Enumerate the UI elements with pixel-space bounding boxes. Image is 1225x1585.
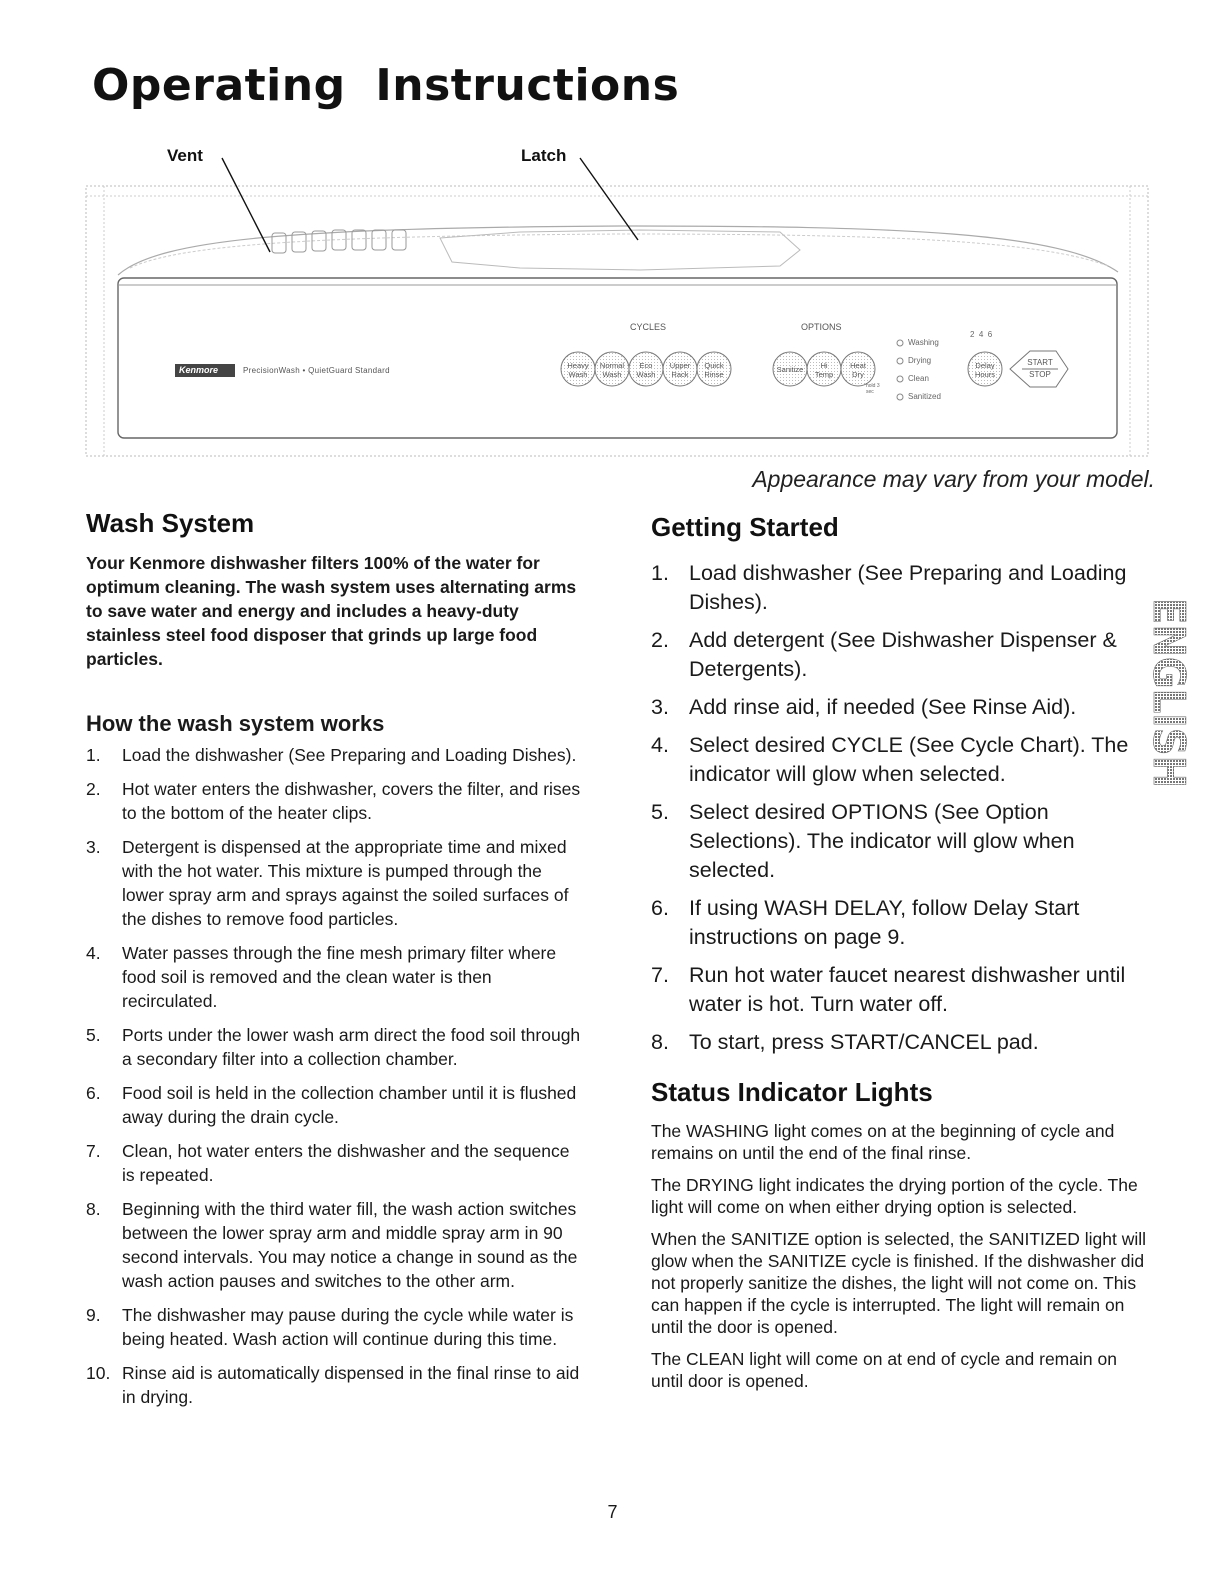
cycle-label-line2: Rack — [671, 370, 689, 379]
step-text: Clean, hot water enters the dishwasher and the sequence is repeated. — [122, 1141, 570, 1185]
getting-started-heading: Getting Started — [651, 512, 839, 542]
cycle-button-eco-wash[interactable] — [629, 361, 663, 379]
status-label-clean: Clean — [908, 374, 929, 383]
vent-slots — [272, 230, 406, 253]
step-number: 2. — [651, 628, 669, 652]
step-text: Run hot water faucet nearest dishwasher until water is hot. Turn water off. — [689, 963, 1126, 1016]
vent-label: Vent — [167, 146, 203, 165]
list-item — [86, 743, 586, 767]
step-number: 2. — [86, 779, 101, 799]
list-item — [651, 1028, 1151, 1057]
option-button-sanitize[interactable] — [773, 365, 807, 374]
latch-recess — [440, 230, 800, 270]
page-number: 7 — [607, 1502, 618, 1522]
step-number: 4. — [86, 943, 101, 963]
cycle-label-line2: Wash — [602, 370, 622, 379]
list-item — [651, 626, 1151, 684]
step-text: Load the dishwasher (See Preparing and Loading Dishes). — [122, 745, 577, 765]
cycle-label-line1: Upper — [669, 361, 691, 370]
step-number: 9. — [86, 1305, 101, 1325]
list-item — [86, 777, 586, 825]
list-item — [86, 1303, 586, 1351]
cycle-button-heavy-wash[interactable] — [561, 361, 595, 379]
language-tab-graphic — [1124, 566, 1194, 814]
list-item — [651, 693, 1151, 722]
step-number: 8. — [651, 1030, 669, 1054]
status-paragraph: The CLEAN light will come on at end of cycle and remain on until door is opened. — [651, 1349, 1117, 1391]
step-text: Ports under the lower wash arm direct the food soil through a secondary filter into a collection chamber. — [122, 1025, 581, 1069]
step-text: To start, press START/CANCEL pad. — [689, 1030, 1039, 1054]
list-item — [651, 731, 1151, 789]
status-label-washing: Washing — [908, 338, 939, 347]
cycle-label-line2: Wash — [636, 370, 656, 379]
step-number: 5. — [86, 1025, 101, 1045]
step-number: 4. — [651, 733, 669, 757]
control-panel-illustration — [0, 140, 1225, 500]
step-text: Water passes through the fine mesh primary filter where food soil is removed and the clean water is then recirculated. — [122, 943, 557, 1011]
status-label-drying: Drying — [908, 356, 932, 365]
list-item — [86, 1023, 586, 1071]
list-item — [86, 1081, 586, 1129]
stop-label: STOP — [1029, 370, 1051, 379]
option-button-hi-temp[interactable] — [807, 361, 841, 379]
step-text: Rinse aid is automatically dispensed in the final rinse to aid in drying. — [122, 1363, 580, 1407]
wash-system-section — [86, 508, 586, 1419]
start-stop-button[interactable] — [1022, 357, 1058, 381]
getting-started-list — [651, 559, 1151, 1057]
step-number: 10. — [86, 1363, 111, 1383]
cycle-label-line2: Rinse — [704, 370, 724, 379]
step-text: Hot water enters the dishwasher, covers the filter, and rises to the bottom of the heater clips. — [122, 779, 581, 823]
delay-label-line2: Hours — [974, 370, 995, 379]
step-number: 1. — [86, 745, 101, 765]
brand-text: Kenmore — [179, 365, 219, 375]
option-button-heat-dry[interactable] — [841, 361, 875, 379]
step-number: 6. — [651, 896, 669, 920]
option-label-line2: Temp — [814, 370, 834, 379]
option-label-line1: Heat — [850, 361, 866, 370]
option-label-line2: Dry — [852, 370, 864, 379]
cycle-label-line2: Wash — [568, 370, 588, 379]
wash-steps-list — [86, 743, 586, 1409]
list-item — [86, 941, 586, 1013]
status-lights-heading: Status Indicator Lights — [651, 1077, 933, 1107]
list-item — [86, 1197, 586, 1293]
cycle-label-line1: Eco — [639, 361, 653, 370]
step-text: If using WASH DELAY, follow Delay Start instructions on page 9. — [689, 896, 1080, 949]
delay-hours-button[interactable] — [968, 361, 1002, 379]
option-label-line1: Hi — [820, 361, 828, 370]
cycle-label-line1: Heavy — [567, 361, 589, 370]
brand-line: PrecisionWash • QuietGuard Standard — [243, 366, 390, 375]
language-side-tab — [1124, 566, 1194, 814]
step-number: 8. — [86, 1199, 101, 1219]
list-item — [651, 798, 1151, 885]
step-text: Food soil is held in the collection chamber until it is flushed away during the drain cycle. — [122, 1083, 577, 1127]
language-tab-text: ENGLISH — [1143, 598, 1194, 814]
cycle-button-upper-rack[interactable] — [663, 361, 697, 379]
start-label: START — [1027, 358, 1053, 367]
cycle-label-line1: Normal — [599, 361, 625, 370]
list-item — [651, 559, 1151, 617]
cycle-button-normal-wash[interactable] — [595, 361, 629, 379]
step-text: Select desired CYCLE (See Cycle Chart). The indicator will glow when selected. — [689, 733, 1129, 786]
delay-label-line1: Delay — [975, 361, 995, 370]
status-light-dots — [897, 340, 903, 400]
cycle-button-quick-rinse[interactable] — [697, 361, 731, 379]
step-text: Load dishwasher (See Preparing and Loading Dishes). — [689, 561, 1127, 614]
option-label-line1: Sanitize — [776, 365, 804, 374]
step-text: Select desired OPTIONS (See Option Selections). The indicator will glow when selected. — [689, 800, 1075, 882]
figure-caption: Appearance may vary from your model. — [752, 466, 1155, 492]
wash-system-intro: Your Kenmore dishwasher filters 100% of the water for optimum cleaning. The wash system uses alternating arms to save water and energy and includes a heavy-duty stainless steel food disposer that grinds up large food particles. — [86, 553, 577, 669]
step-number: 1. — [651, 561, 669, 585]
delay-numbers: 2 4 6 — [970, 330, 993, 339]
page-title: Operating Instructions — [92, 60, 680, 111]
getting-started-section — [651, 512, 1151, 1402]
step-text: Detergent is dispensed at the appropriate time and mixed with the hot water. This mixture is pumped through the lower spray arm and sprays against the soiled surfaces of the dishes to remove food particles. — [122, 837, 569, 929]
list-item — [86, 1139, 586, 1187]
status-paragraph: When the SANITIZE option is selected, the SANITIZED light will glow when the SANITIZE cycle is finished. If the dishwasher did not properly sanitize the dishes, the light will not come on. This can happen if the cycle is interrupted. The light will remain on until the door is opened. — [651, 1229, 1147, 1337]
how-it-works-heading: How the wash system works — [86, 711, 385, 736]
hold-label: hold 3 sec — [866, 383, 880, 395]
step-number: 7. — [651, 963, 669, 987]
status-label-sanitized: Sanitized — [908, 392, 941, 401]
list-item — [86, 1361, 586, 1409]
latch-label: Latch — [521, 146, 567, 165]
control-panel-figure — [0, 140, 1225, 500]
step-number: 3. — [86, 837, 101, 857]
options-label: OPTIONS — [801, 322, 842, 332]
list-item — [651, 894, 1151, 952]
step-number: 5. — [651, 800, 669, 824]
step-number: 6. — [86, 1083, 101, 1103]
status-paragraph: The DRYING light indicates the drying portion of the cycle. The light will come on when either drying option is selected. — [651, 1175, 1138, 1217]
status-paragraph: The WASHING light comes on at the beginning of cycle and remains on until the end of the final rinse. — [651, 1121, 1115, 1163]
step-text: The dishwasher may pause during the cycle while water is being heated. Wash action will continue during this time. — [122, 1305, 574, 1349]
list-item — [86, 835, 586, 931]
step-text: Add rinse aid, if needed (See Rinse Aid). — [689, 695, 1077, 719]
step-text: Beginning with the third water fill, the wash action switches between the lower spray arm and middle spray arm in 90 second intervals. You may notice a change in sound as the wash action pauses and switches to the other arm. — [122, 1199, 578, 1291]
step-text: Add detergent (See Dishwasher Dispenser & Detergents). — [689, 628, 1117, 681]
list-item — [651, 961, 1151, 1019]
step-number: 3. — [651, 695, 669, 719]
cycles-label: CYCLES — [630, 322, 667, 332]
step-number: 7. — [86, 1141, 101, 1161]
wash-system-heading: Wash System — [86, 508, 255, 538]
cycle-label-line1: Quick — [704, 361, 724, 370]
